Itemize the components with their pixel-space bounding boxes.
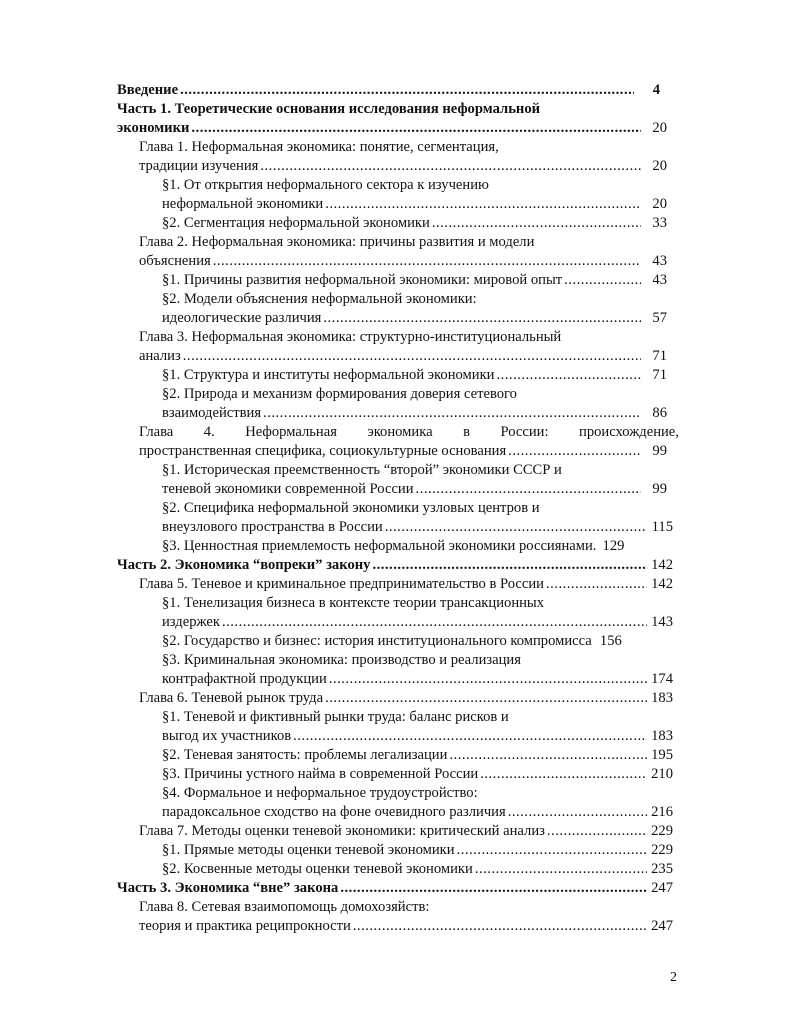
toc-chapter-2: Глава 2. Неформальная экономика: причины развития и модели объяснения ..... 43 [139,233,667,271]
toc-chapter-3: Глава 3. Неформальная экономика: структурно-институциональный анализ ..... 71 [139,328,667,366]
toc-chapter-1: Глава 1. Неформальная экономика: понятие, сегментация, традиции изучения ..... 20 [139,138,667,176]
toc-page: 4 [652,82,660,98]
toc-section-5-2: §2. Государство и бизнес: история институционального компромисса 156 [162,633,622,649]
toc-part-3: Часть 3. Экономика “вне” закона ..... 247 [117,879,673,898]
toc-part-1: Часть 1. Теоретические основания исследования неформальной экономики ..... 20 [117,100,667,138]
toc-part-2: Часть 2. Экономика “вопреки” закону ..... 142 [117,556,673,575]
toc-section-1-2: §2. Сегментация неформальной экономики ..... 33 [162,214,667,233]
toc-section-3-2: §2. Природа и механизм формирования доверия сетевого взаимодействия ..... 86 [162,385,667,423]
toc-section-6-1: §1. Теневой и фиктивный рынки труда: баланс рисков и выгод их участников ..... 183 [162,708,673,746]
toc-section-3-1: §1. Структура и институты неформальной экономики ..... 71 [162,366,667,385]
toc-introduction [117,81,660,100]
toc-section-1-1: §1. От открытия неформального сектора к изучению неформальной экономики ..... 20 [162,176,667,214]
toc-chapter-4: Глава 4. Неформальная экономика в России: происхождение, пространственная специфика, социокультурные основания ..... 99 [139,423,679,461]
toc-section-4-3: §3. Ценностная приемлемость неформальной экономики россиянами. 129 [162,538,625,554]
toc-chapter-8: Глава 8. Сетевая взаимопомощь домохозяйств: теория и практика реципрокности ..... 247 [139,898,673,936]
toc-chapter-6: Глава 6. Теневой рынок труда ..... 183 [139,689,673,708]
toc-section-6-2: §2. Теневая занятость: проблемы легализации ..... 195 [162,746,673,765]
toc-section-7-1: §1. Прямые методы оценки теневой экономики ..... 229 [162,841,673,860]
toc-section-2-2: §2. Модели объяснения неформальной экономики: идеологические различия ..... 57 [162,290,667,328]
toc-chapter-4-line-1: Глава 4. Неформальная экономика в России: происхождение, [139,424,679,440]
toc-section-7-2: §2. Косвенные методы оценки теневой экономики ..... 235 [162,860,673,879]
page-number: 2 [670,970,677,985]
toc-chapter-5: Глава 5. Теневое и криминальное предпринимательство в России ..... 142 [139,575,673,594]
toc-section-6-4: §4. Формальное и неформальное трудоустройство: парадоксальное сходство на фоне очевидного различия ..... 216 [162,784,673,822]
toc-title: Введение [117,82,179,98]
toc-section-5-1: §1. Тенелизация бизнеса в контексте теории трансакционных издержек ..... 143 [162,594,673,632]
toc-section-2-1: §1. Причины развития неформальной экономики: мировой опыт ..... 43 [162,271,667,290]
toc-chapter-7: Глава 7. Методы оценки теневой экономики: критический анализ ..... 229 [139,822,673,841]
toc-section-4-1: §1. Историческая преемственность “второй” экономики СССР и теневой экономики современной России ..... 99 [162,461,667,499]
toc-section-6-3: §3. Причины устного найма в современной России ..... 210 [162,765,673,784]
toc-section-4-2: §2. Специфика неформальной экономики узловых центров и внеузлового пространства в России ..... 115 [162,499,673,537]
toc-section-5-3: §3. Криминальная экономика: производство и реализация контрафактной продукции ..... 174 [162,651,673,689]
